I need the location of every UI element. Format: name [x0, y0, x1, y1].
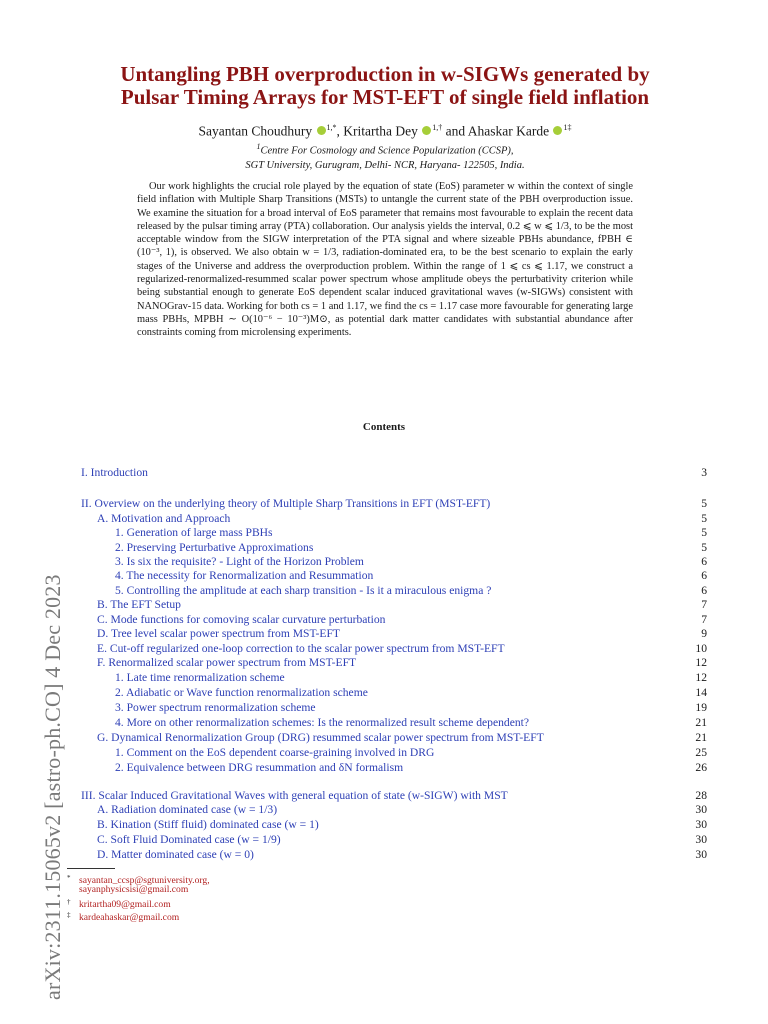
toc-entry-page: 30 — [695, 833, 707, 846]
toc-entry-label: 1. Late time renormalization scheme — [115, 671, 285, 684]
toc-entry-label: D. Matter dominated case (w = 0) — [97, 848, 254, 861]
author-3-affil-mark: 1‡ — [563, 123, 572, 132]
toc-entry-page: 28 — [695, 789, 707, 802]
toc-entry-page: 7 — [701, 613, 707, 626]
toc-entry-label: B. The EFT Setup — [97, 598, 181, 611]
author-1-affil-mark: 1,* — [326, 123, 337, 132]
toc-entry[interactable] — [81, 497, 707, 511]
toc-entry-page: 5 — [701, 541, 707, 554]
toc-entry-label: D. Tree level scalar power spectrum from MST-EFT — [97, 627, 340, 640]
affiliation-line-1: Centre For Cosmology and Science Popularization (CCSP), — [260, 145, 514, 157]
toc-entry[interactable] — [115, 686, 707, 700]
author-3-name: Ahaskar Karde — [467, 123, 550, 139]
toc-entry-label: 4. More on other renormalization schemes: Is the renormalized result scheme dependent? — [115, 716, 530, 729]
toc-entry-page: 5 — [701, 497, 707, 510]
toc-entry[interactable] — [81, 789, 707, 803]
author-1-name: Sayantan Choudhury — [198, 123, 313, 139]
toc-entry[interactable] — [115, 555, 707, 569]
footnote — [67, 909, 179, 924]
affiliation-line-2: SGT University, Gurugram, Delhi- NCR, Haryana- 122505, India. — [245, 159, 525, 171]
footnote-email-link[interactable]: sayanphysicsisi@gmail.com — [79, 884, 189, 895]
title-line-1: Untangling PBH overproduction in w-SIGWs generated by — [120, 62, 650, 86]
toc-entry-page: 6 — [701, 569, 707, 582]
toc-entry[interactable] — [97, 848, 707, 862]
toc-entry[interactable] — [115, 671, 707, 685]
toc-entry-label: 2. Preserving Perturbative Approximations — [115, 541, 314, 554]
toc-entry[interactable] — [115, 716, 707, 730]
footnote-email-link[interactable]: kritartha09@gmail.com — [79, 899, 171, 910]
toc-entry[interactable] — [97, 731, 707, 745]
toc-entry[interactable] — [115, 569, 707, 583]
toc-entry[interactable] — [115, 541, 707, 555]
affiliation-mark: 1 — [256, 142, 261, 151]
toc-entry-label: 5. Controlling the amplitude at each sharp transition - Is it a miraculous enigma ? — [115, 584, 492, 597]
toc-entry-page: 30 — [695, 848, 707, 861]
toc-entry-page: 25 — [695, 746, 707, 759]
orcid-icon[interactable] — [553, 126, 562, 135]
toc-entry-label: 4. The necessity for Renormalization and Resummation — [115, 569, 374, 582]
affiliation — [60, 140, 710, 173]
toc-entry-page: 5 — [701, 526, 707, 539]
toc-entry-label: III. Scalar Induced Gravitational Waves with general equation of state (w-SIGW) with MST — [81, 789, 508, 802]
footnote-separator — [67, 868, 115, 869]
toc-entry-page: 12 — [695, 671, 707, 684]
footnote-email-link[interactable]: sayantan_ccsp@sgtuniversity.org, — [79, 875, 210, 886]
author-list: Sayantan Choudhury $^{1,*}$, Kritartha Dey $^{1,\dagger}$ and Ahaskar Karde $^{1\ddagger}$ — [198, 123, 572, 139]
toc-entry-label: C. Soft Fluid Dominated case (w = 1/9) — [97, 833, 281, 846]
toc-entry[interactable] — [97, 818, 707, 832]
toc-entry-page: 30 — [695, 803, 707, 816]
toc-entry[interactable] — [115, 526, 707, 540]
toc-entry-label: II. Overview on the underlying theory of Multiple Sharp Transitions in EFT (MST-EFT) — [81, 497, 491, 510]
toc-entry[interactable] — [115, 746, 707, 760]
toc-entry-page: 21 — [695, 731, 707, 744]
toc-entry-label: B. Kination (Stiff fluid) dominated case (w = 1) — [97, 818, 319, 831]
footnote-email-link[interactable]: kardeahaskar@gmail.com — [79, 912, 180, 923]
toc-entry-label: 2. Adiabatic or Wave function renormalization scheme — [115, 686, 368, 699]
toc-entry-page: 6 — [701, 584, 707, 597]
toc-entry[interactable] — [97, 656, 707, 670]
toc-entry-label: E. Cut-off regularized one-loop correction to the scalar power spectrum from MST-EFT — [97, 642, 505, 655]
footnote-mark: * — [67, 874, 71, 882]
toc-entry[interactable] — [97, 598, 707, 612]
abstract: Our work highlights the crucial role played by the equation of state (EoS) parameter w within the context of single field inflation with Multiple Sharp Transitions (MSTs) to untangle the current state of the PBH overproduction issue. We examine the situation for a broad interval of EoS parameter that remains most favourable to explain the recent data released by the pulsar timing array (PTA) collaboration. Our analysis yields the interval, 0.2 ⩽ w ⩽ 1/3, to be the most acceptable window from the SIGW interpretation of the PTA signal and where sizeable PBHs abundance, fPBH ∈ (10⁻³, 1), is observed. We also obtain w = 1/3, radiation-dominated era, to be the best scenario to explain the early stages of the Universe and address the overproduction problem. Within the range of 1 ⩽ cs ⩽ 1.17, we construct a regularized-renormalized-resummed scalar power spectrum whose amplitude obeys the perturbativity criterion while being substantial enough to generate EoS dependent scalar induced gravitational waves (w-SIGWs) consistent with NANOGrav-15 data. Working for both cs = 1 and 1.17, we find the cs = 1.17 case more favourable for generating large mass PBHs, MPBH ∼ O(10⁻⁶ − 10⁻³)M⊙, as potential dark matter candidates with substantial abundance after constraints coming from microlensing experiments. — [137, 181, 633, 339]
toc-entry-page: 3 — [701, 466, 707, 479]
arxiv-identifier-stamp: arXiv:2311.15065v2 [astro-ph.CO] 4 Dec 2023 — [40, 574, 65, 1000]
toc-entry-label: C. Mode functions for comoving scalar curvature perturbation — [97, 613, 386, 626]
toc-entry-page: 19 — [695, 701, 707, 714]
toc-entry-label: F. Renormalized scalar power spectrum from MST-EFT — [97, 656, 357, 669]
author-2-name: Kritartha Dey — [343, 123, 418, 139]
footnote — [67, 884, 188, 896]
toc-entry[interactable] — [115, 761, 707, 775]
toc-entry-page: 9 — [701, 627, 707, 640]
author-conjunction: and — [445, 123, 466, 139]
toc-entry-page: 12 — [695, 656, 707, 669]
orcid-icon[interactable] — [317, 126, 326, 135]
toc-entry[interactable] — [97, 613, 707, 627]
toc-entry[interactable] — [97, 833, 707, 847]
footnote-mark: † — [67, 898, 71, 906]
toc-entry-page: 6 — [701, 555, 707, 568]
toc-entry-label: 2. Equivalence between DRG resummation and δN formalism — [115, 761, 404, 774]
toc-entry[interactable] — [115, 584, 707, 598]
toc-entry[interactable] — [97, 627, 707, 641]
toc-entry-label: 3. Power spectrum renormalization scheme — [115, 701, 316, 714]
footnote-mark: ‡ — [67, 911, 71, 919]
paper-title — [60, 63, 710, 109]
toc-entry-page: 26 — [695, 761, 707, 774]
toc-entry[interactable] — [97, 512, 707, 526]
toc-entry-page: 5 — [701, 512, 707, 525]
title-line-2: Pulsar Timing Arrays for MST-EFT of single field inflation — [120, 85, 650, 109]
author-2-affil-mark: 1,† — [432, 123, 443, 132]
toc-entry-page: 7 — [701, 598, 707, 611]
toc-entry[interactable] — [97, 642, 707, 656]
toc-entry-label: G. Dynamical Renormalization Group (DRG) resummed scalar power spectrum from MST-EFT — [97, 731, 544, 744]
orcid-icon[interactable] — [422, 126, 431, 135]
toc-entry[interactable] — [115, 701, 707, 715]
toc-entry[interactable] — [81, 466, 707, 480]
toc-entry-label: 1. Comment on the EoS dependent coarse-graining involved in DRG — [115, 746, 435, 759]
toc-entry-page: 10 — [695, 642, 707, 655]
toc-entry-page: 30 — [695, 818, 707, 831]
toc-entry-page: 14 — [695, 686, 707, 699]
toc-entry-label: A. Motivation and Approach — [97, 512, 231, 525]
toc-entry-label: 1. Generation of large mass PBHs — [115, 526, 273, 539]
contents-heading: Contents — [362, 421, 406, 433]
toc-entry-label: 3. Is six the requisite? - Light of the Horizon Problem — [115, 555, 364, 568]
toc-entry-label: A. Radiation dominated case (w = 1/3) — [97, 803, 278, 816]
toc-entry-label: I. Introduction — [81, 466, 148, 479]
toc-entry-page: 21 — [695, 716, 707, 729]
toc-entry[interactable] — [97, 803, 707, 817]
